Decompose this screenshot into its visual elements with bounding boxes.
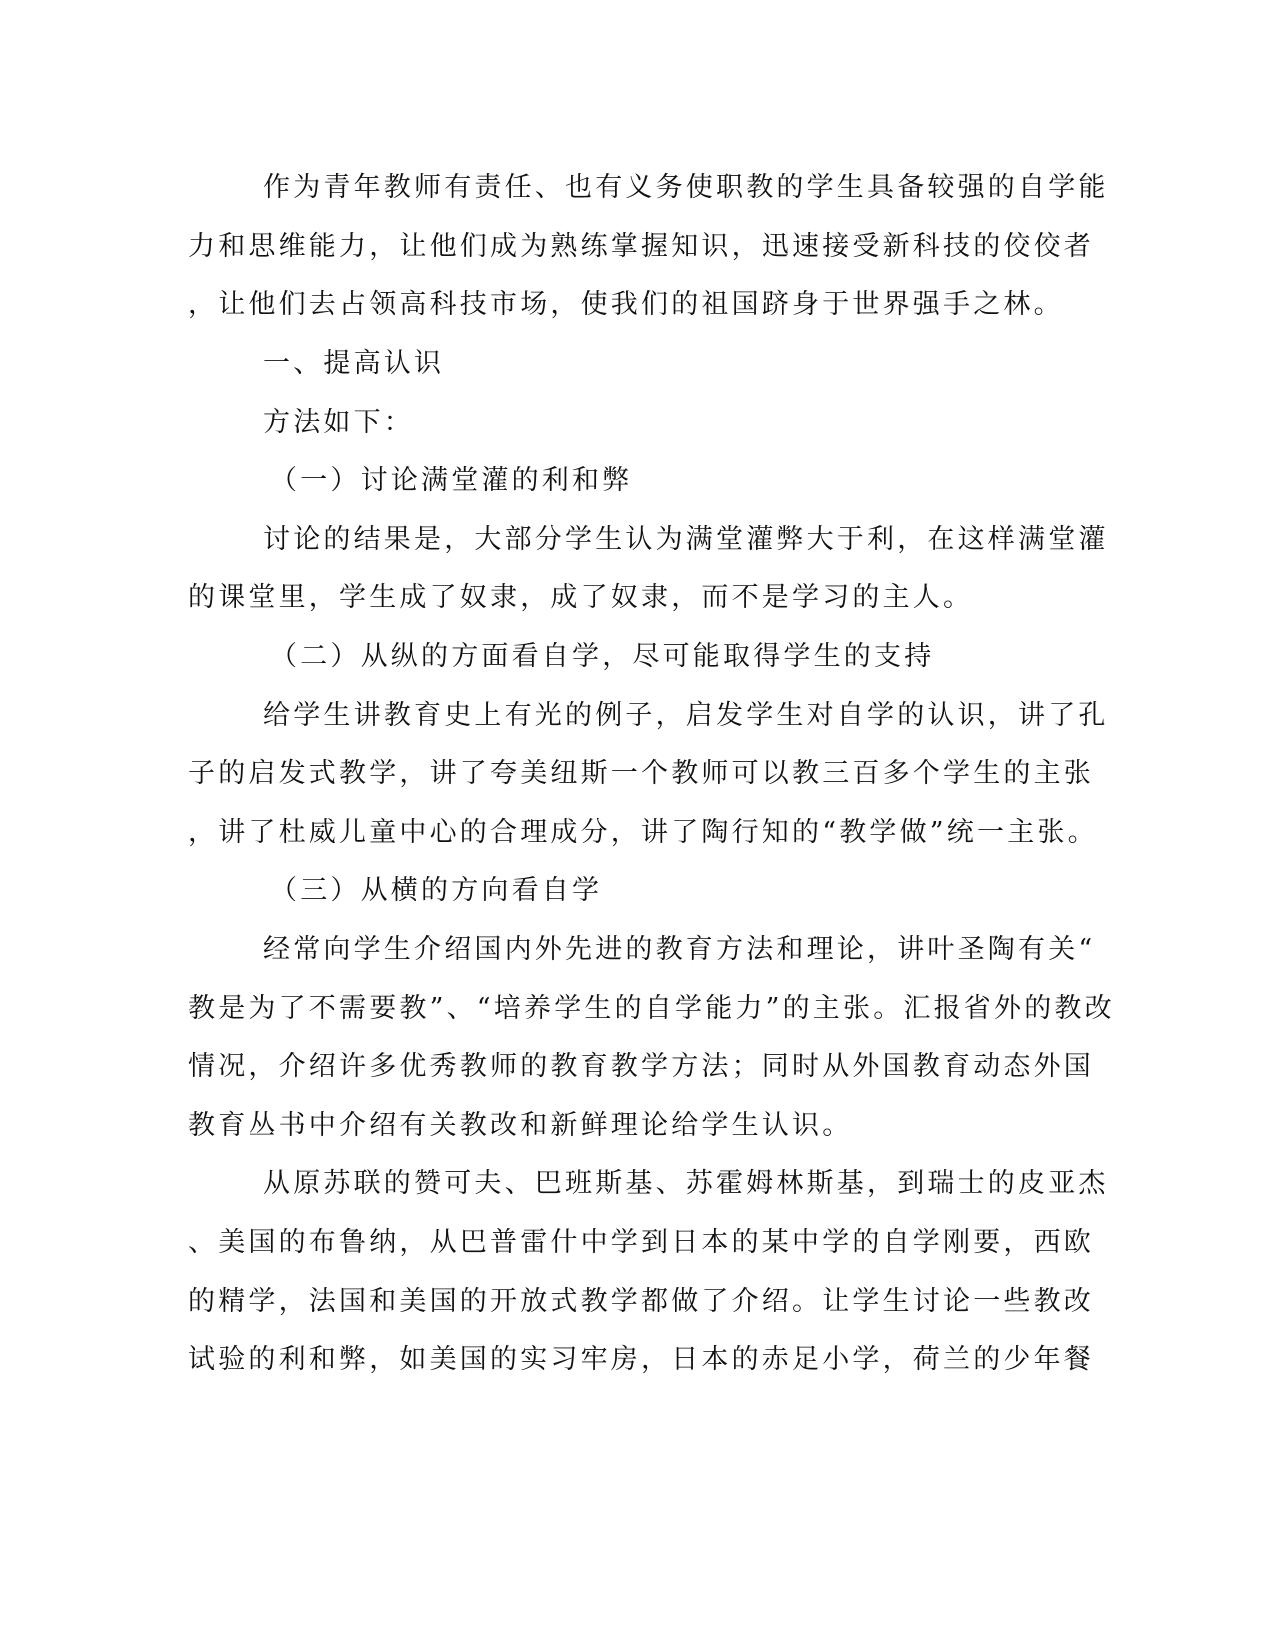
- subsection-heading: （一）讨论满堂灌的利和弊: [270, 465, 633, 496]
- paragraph-line: 讨论的结果是，大部分学生认为满堂灌弊大于利，在这样满堂灌: [263, 524, 1109, 555]
- paragraph-line: 方法如下：: [263, 407, 414, 438]
- paragraph-line: 作为青年教师有责任、也有义务使职教的学生具备较强的自学能: [263, 172, 1109, 203]
- paragraph-line: 的精学，法国和美国的开放式教学都做了介绍。让学生讨论一些教改: [188, 1286, 1094, 1317]
- paragraph-line: 力和思维能力，让他们成为熟练掌握知识，迅速接受新科技的佼佼者: [188, 231, 1094, 262]
- paragraph-line: 的课堂里，学生成了奴隶，成了奴隶，而不是学习的主人。: [188, 582, 974, 613]
- section-heading: 一、提高认识: [263, 348, 445, 379]
- paragraph-line: 、美国的布鲁纳，从巴普雷什中学到日本的某中学的自学刚要，西欧: [188, 1227, 1094, 1258]
- subsection-heading: （二）从纵的方面看自学，尽可能取得学生的支持: [270, 641, 935, 672]
- paragraph-line: 经常向学生介绍国内外先进的教育方法和理论，讲叶圣陶有关“: [263, 934, 1096, 965]
- paragraph-line: ，让他们去占领高科技市场，使我们的祖国跻身于世界强手之林。: [188, 289, 1064, 320]
- subsection-heading: （三）从横的方向看自学: [270, 875, 603, 906]
- paragraph-line: 子的启发式教学，讲了夸美纽斯一个教师可以教三百多个学生的主张: [188, 758, 1094, 789]
- paragraph-line: 情况，介绍许多优秀教师的教育教学方法；同时从外国教育动态外国: [188, 1051, 1094, 1082]
- paragraph-line: 试验的利和弊，如美国的实习牢房，日本的赤足小学，荷兰的少年餐: [188, 1344, 1094, 1375]
- paragraph-line: 教是为了不需要教”、“培养学生的自学能力”的主张。汇报省外的教改: [188, 993, 1115, 1024]
- paragraph-line: 教育丛书中介绍有关教改和新鲜理论给学生认识。: [188, 1110, 853, 1141]
- paragraph-line: 给学生讲教育史上有光的例子，启发学生对自学的认识，讲了孔: [263, 700, 1109, 731]
- paragraph-line: ，讲了杜威儿童中心的合理成分，讲了陶行知的“教学做”统一主张。: [188, 817, 1098, 848]
- paragraph-line: 从原苏联的赞可夫、巴班斯基、苏霍姆林斯基，到瑞士的皮亚杰: [263, 1168, 1109, 1199]
